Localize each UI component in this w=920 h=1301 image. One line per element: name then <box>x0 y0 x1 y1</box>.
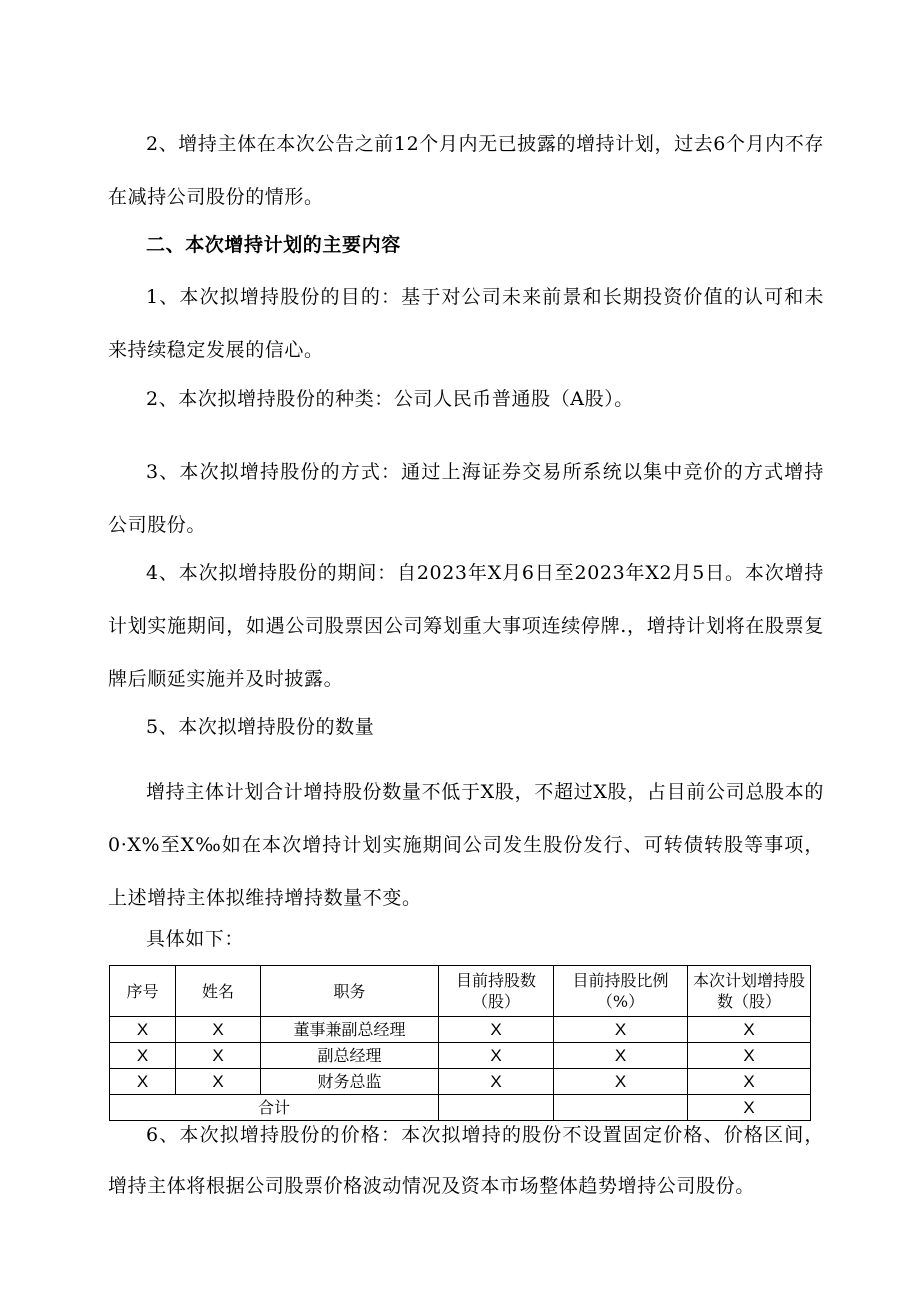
header-current-ratio: 目前持股比例（%） <box>554 966 688 1017</box>
cell-planned-shares: X <box>688 1017 811 1043</box>
header-index: 序号 <box>110 966 176 1017</box>
cell-current-ratio: X <box>554 1017 688 1043</box>
cell-current-ratio: X <box>554 1043 688 1069</box>
paragraph-quantity-heading: 5、本次拟增持股份的数量 <box>146 716 375 738</box>
cell-position: 财务总监 <box>261 1069 439 1095</box>
paragraph-prior-plans: 2、增持主体在本次公告之前12个月内无已披露的增持计划，过去6个月内不存在减持公司股份的情形。 <box>108 133 824 208</box>
paragraph-purpose: 1、本次拟增持股份的目的：基于对公司未来前景和长期投资价值的认可和未来持续稳定发展的信心。 <box>108 286 824 361</box>
header-name: 姓名 <box>176 966 261 1017</box>
header-current-shares: 目前持股数（股） <box>439 966 554 1017</box>
holdings-table <box>109 965 811 1121</box>
paragraph-method: 3、本次拟增持股份的方式：通过上海证券交易所系统以集中竞价的方式增持公司股份。 <box>108 461 824 536</box>
paragraph-details-intro: 具体如下： <box>146 928 245 950</box>
cell-name: X <box>176 1043 261 1069</box>
header-position: 职务 <box>261 966 439 1017</box>
paragraph-period: 4、本次拟增持股份的期间：自2023年X月6日至2023年X2月5日。本次增持计划实施期间，如遇公司股票因公司筹划重大事项连续停牌.，增持计划将在股票复牌后顺延实施并及时披露。 <box>108 562 824 690</box>
cell-position: 副总经理 <box>261 1043 439 1069</box>
cell-current-shares: X <box>439 1069 554 1095</box>
cell-name: X <box>176 1069 261 1095</box>
cell-planned-shares: X <box>688 1043 811 1069</box>
cell-planned-shares: X <box>688 1069 811 1095</box>
cell-index: X <box>110 1069 176 1095</box>
table-row <box>110 1069 811 1095</box>
cell-index: X <box>110 1017 176 1043</box>
section-heading: 二、本次增持计划的主要内容 <box>146 234 401 256</box>
paragraph-price: 6、本次拟增持股份的价格：本次拟增持的股份不设置固定价格、价格区间，增持主体将根据公司股票价格波动情况及资本市场整体趋势增持公司股份。 <box>108 1124 824 1197</box>
cell-current-ratio: X <box>554 1069 688 1095</box>
cell-current-shares: X <box>439 1017 554 1043</box>
paragraph-quantity: 增持主体计划合计增持股份数量不低于X股，不超过X股，占目前公司总股本的0·X%至X‰如在本次增持计划实施期间公司发生股份发行、可转债转股等事项，上述增持主体拟维持增持数量不变。 <box>108 781 824 909</box>
table-row <box>110 1043 811 1069</box>
table-header-row <box>110 966 811 1017</box>
total-label: 合计 <box>110 1095 439 1121</box>
table-row <box>110 1017 811 1043</box>
paragraph-share-type: 2、本次拟增持股份的种类：公司人民币普通股（A股）。 <box>146 388 634 410</box>
cell-name: X <box>176 1017 261 1043</box>
total-planned-shares: X <box>688 1095 811 1121</box>
cell-index: X <box>110 1043 176 1069</box>
cell-current-shares: X <box>439 1043 554 1069</box>
header-planned-shares: 本次计划增持股数（股） <box>688 966 811 1017</box>
cell-position: 董事兼副总经理 <box>261 1017 439 1043</box>
